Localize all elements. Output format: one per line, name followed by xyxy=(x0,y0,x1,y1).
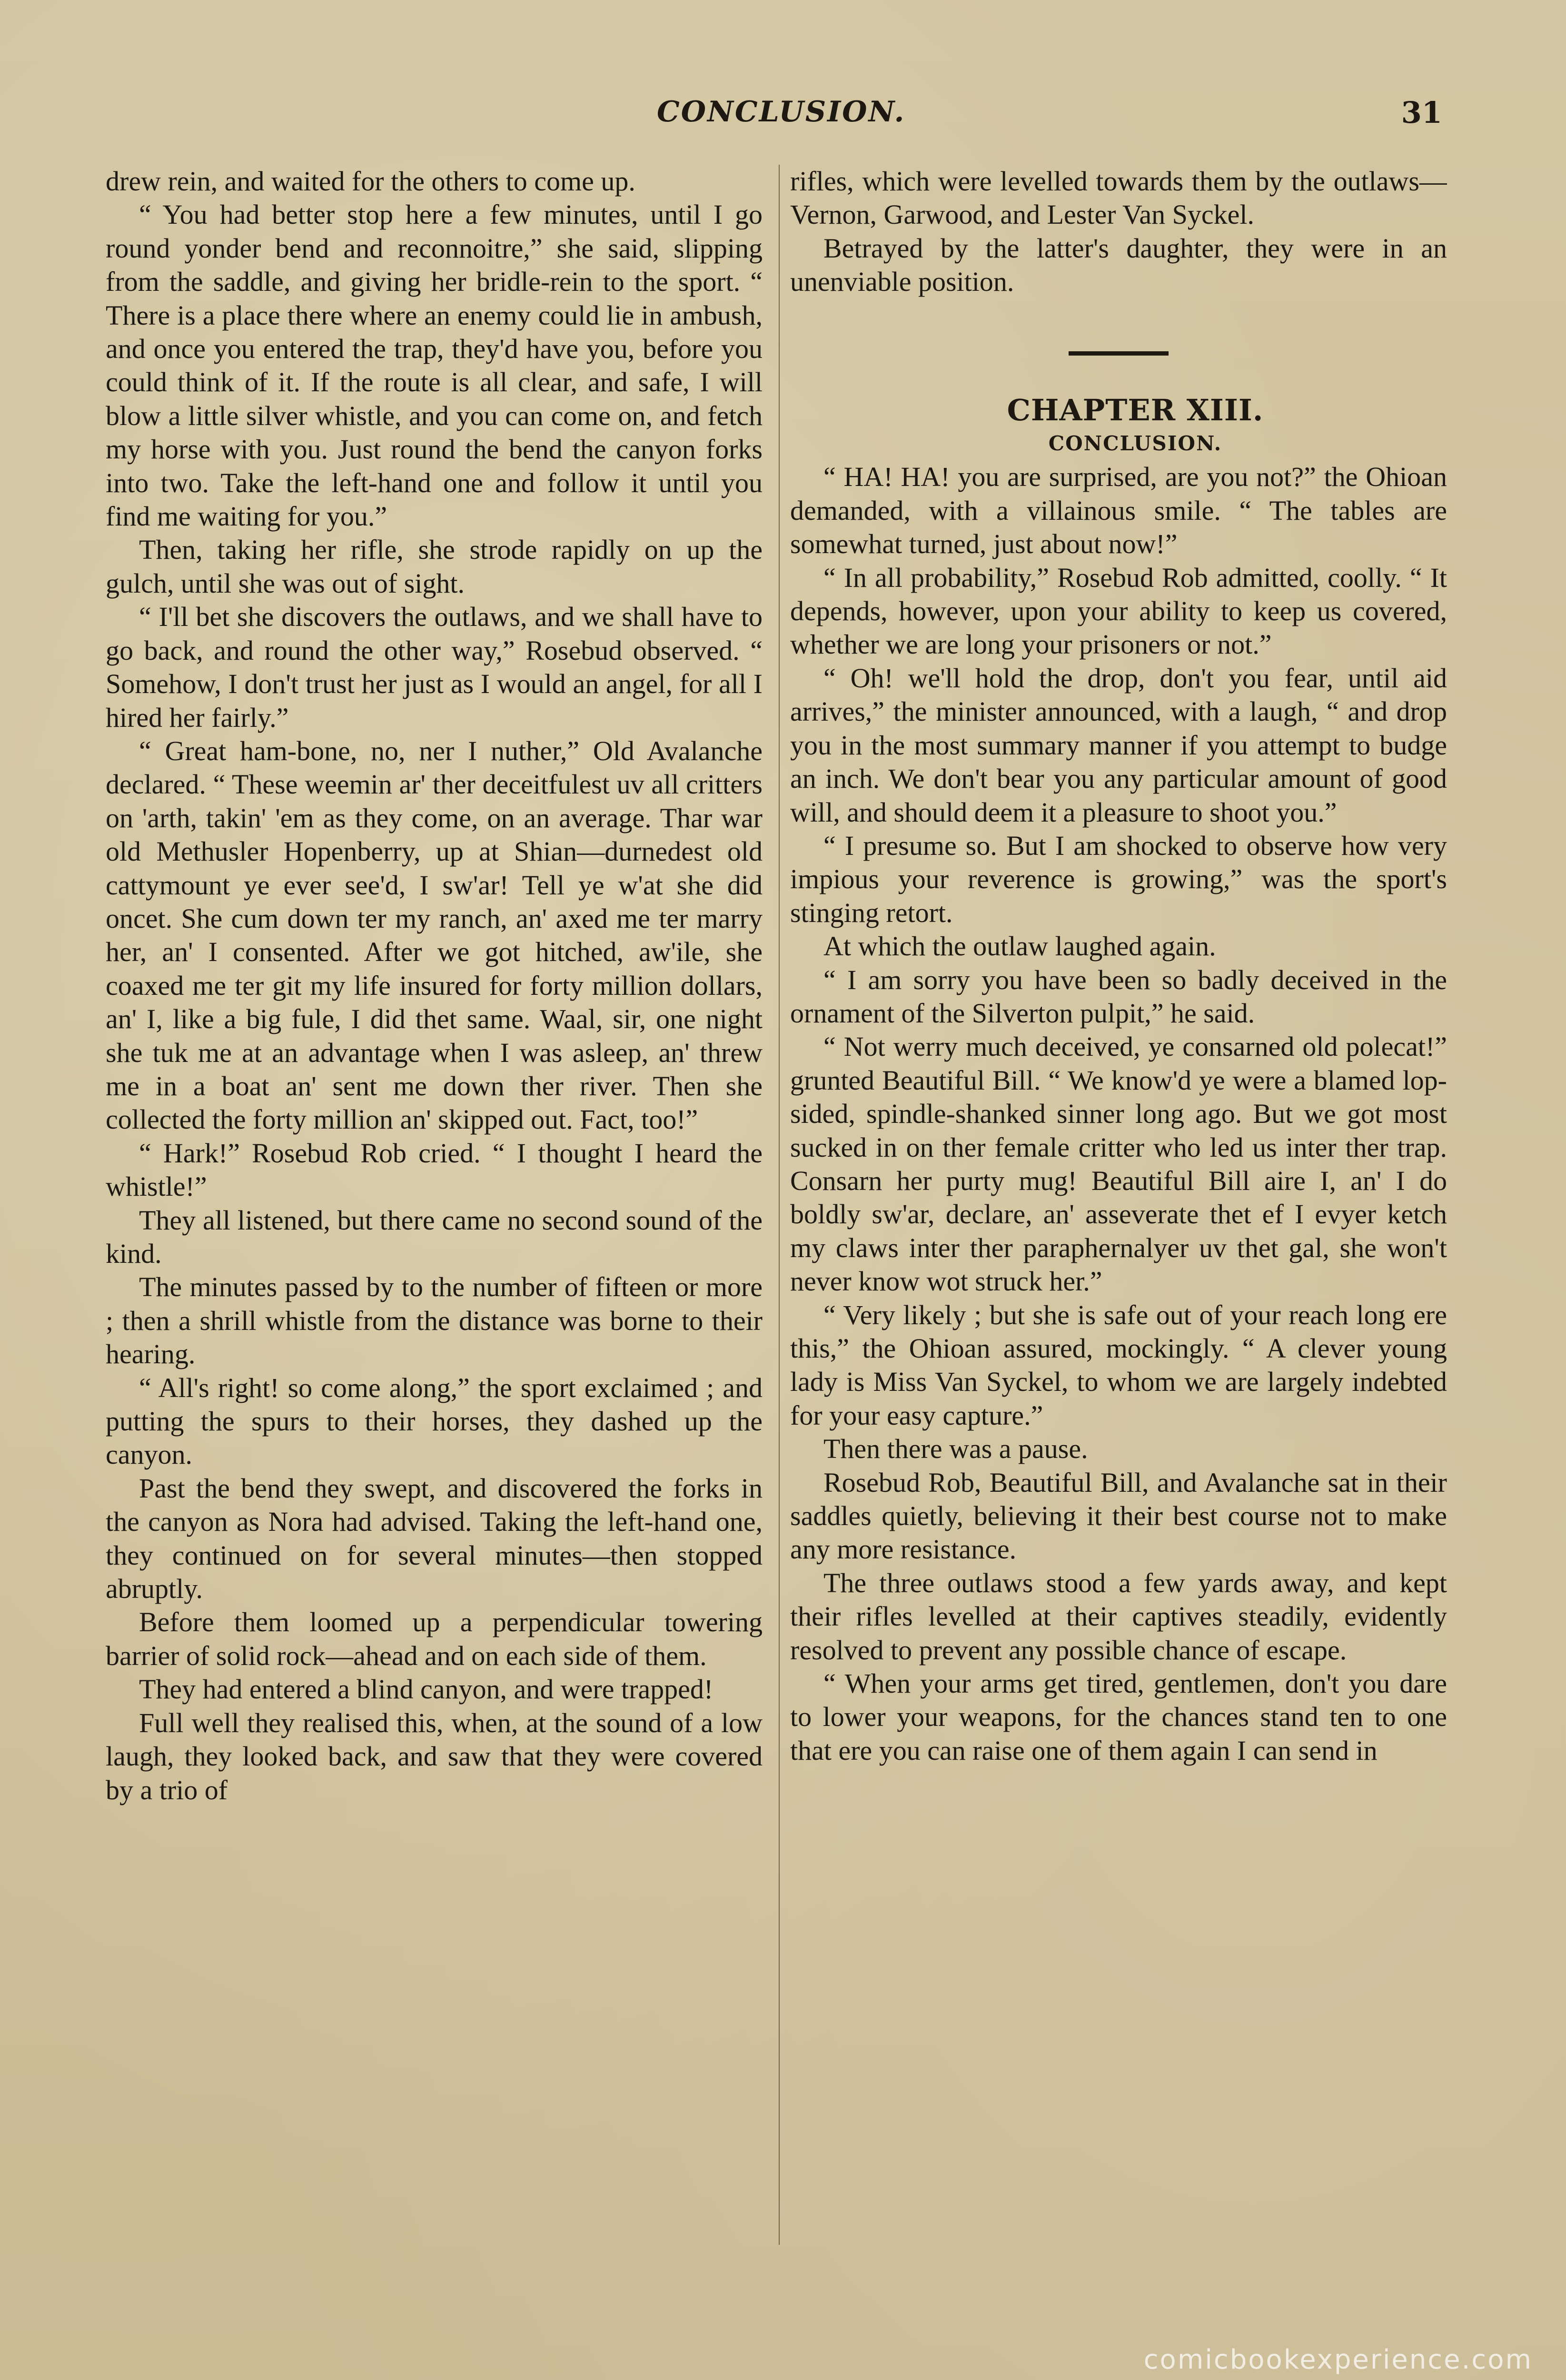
paragraph: “ Hark!” Rosebud Rob cried. “ I thought I heard the whistle!” xyxy=(106,1137,763,1202)
paragraph: Past the bend they swept, and discovered the forks in the canyon as Nora had advised. Taking the left-hand one, they continued on for several minutes—then stopped abruptly. xyxy=(106,1472,763,1605)
chapter-subtitle: CONCLUSION. xyxy=(1048,432,1222,456)
paragraph: “ Not werry much deceived, ye consarned old polecat!” grunted Beautiful Bill. “ We know'd ye were a blamed lop-sided, spindle-shanked sinner long ago. But we got most sucked in on ther female critter who led us inter ther trap. Consarn her purty mug! Beautiful Bill aire I, an' I do boldly sw'ar, declare, an' asseverate thet ef I evyer ketch my claws inter ther paraphernalyer uv thet gal, she won't never know wot struck her.” xyxy=(790,1031,1447,1297)
paragraph: At which the outlaw laughed again. xyxy=(823,931,1216,962)
paragraph: Full well they realised this, when, at the sound of a low laugh, they looked back, and saw that they were covered by a trio of xyxy=(106,1707,763,1805)
paragraph: “ In all probability,” Rosebud Rob admitted, coolly. “ It depends, however, upon your ability to keep us covered, whether we are long your prisoners or not.” xyxy=(790,562,1447,660)
paragraph: “ HA! HA! you are surprised, are you not?” the Ohioan demanded, with a villainous smile. “ The tables are somewhat turned, just about now!” xyxy=(790,461,1447,560)
paragraph: rifles, which were levelled towards them by the outlaws—Vernon, Garwood, and Lester Van Syckel. xyxy=(790,166,1447,230)
paragraph: Then there was a pause. xyxy=(823,1433,1088,1465)
paragraph: “ Oh! we'll hold the drop, don't you fear, until aid arrives,” the minister announced, with a laugh, “ and drop you in the most summary manner if you attempt to budge an inch. We don't bear you any particular amount of good will, and should deem it a pleasure to shoot you.” xyxy=(790,662,1447,828)
paragraph: Betrayed by the latter's daughter, they were in an unenviable position. xyxy=(790,232,1447,298)
paragraph: “ I'll bet she discovers the outlaws, and we shall have to go back, and round the other way,” Rosebud observed. “ Somehow, I don't trust her just as I would an angel, for all I hired her fairly.” xyxy=(106,601,763,733)
section-divider xyxy=(1069,351,1169,356)
page-number: 31 xyxy=(1401,95,1442,130)
paragraph: “ Very likely ; but she is safe out of your reach long ere this,” the Ohioan assured, mockingly. “ A clever young lady is Miss Van Syckel, to whom we are largely indebted for your easy capture.” xyxy=(790,1299,1447,1431)
paragraph: Rosebud Rob, Beautiful Bill, and Avalanche sat in their saddles quietly, believing it their best course not to make any more resistance. xyxy=(790,1467,1447,1565)
right-column xyxy=(790,165,1447,2297)
site-watermark: comicbookexperience.com xyxy=(1143,2344,1533,2375)
paragraph: “ When your arms get tired, gentlemen, don't you dare to lower your weapons, for the chances stand ten to one that ere you can raise one of them again I can send in xyxy=(790,1668,1447,1766)
paragraph: “ You had better stop here a few minutes, until I go round yonder bend and reconnoitre,” she said, slipping from the saddle, and giving her bridle-rein to the sport. “ There is a place there where an enemy could lie in ambush, and once you entered the trap, they'd have you, before you could think of it. If the route is all clear, and safe, I will blow a little silver whistle, and you can come on, and fetch my horse with you. Just round the bend the canyon forks into two. Take the left-hand one and follow it until you find me waiting for you.” xyxy=(106,199,763,532)
column-divider xyxy=(779,165,780,2245)
paragraph: The minutes passed by to the number of fifteen or more ; then a shrill whistle from the distance was borne to their hearing. xyxy=(106,1271,763,1370)
paragraph: “ I presume so. But I am shocked to observe how very impious your reverence is growing,” was the sport's stinging retort. xyxy=(790,830,1447,928)
paragraph: “ Great ham-bone, no, ner I nuther,” Old Avalanche declared. “ These weemin ar' ther deceitfulest uv all critters on 'arth, takin' 'em as they come, on an average. Thar war old Methusler Hopenberry, up at Shian—durnedest old cattymount ye ever see'd, I sw'ar! Tell ye w'at she did oncet. She cum down ter my ranch, an' axed me ter marry her, an' I consented. After we got hitched, aw'ile, she coaxed me ter git my life insured for forty million dollars, an' I, like a big fule, I did thet same. Waal, sir, one night she tuk me at an advantage when I was asleep, an' threw me in a boat an' sent me down ther river. Then she collected the forty million an' skipped out. Fact, too!” xyxy=(106,735,763,1135)
paragraph: drew rein, and waited for the others to come up. xyxy=(106,166,635,197)
paragraph: Before them loomed up a perpendicular towering barrier of solid rock—ahead and on each side of them. xyxy=(106,1606,763,1671)
paragraph: “ I am sorry you have been so badly deceived in the ornament of the Silverton pulpit,” he said. xyxy=(790,964,1447,1029)
paragraph: They all listened, but there came no second sound of the kind. xyxy=(106,1204,763,1269)
paragraph: “ All's right! so come along,” the sport exclaimed ; and putting the spurs to their horses, they dashed up the canyon. xyxy=(106,1372,763,1470)
chapter-title: CHAPTER XIII. xyxy=(1007,392,1264,427)
paragraph: Then, taking her rifle, she strode rapidly on up the gulch, until she was out of sight. xyxy=(106,534,763,599)
left-column xyxy=(106,165,763,2297)
paragraph: They had entered a blind canyon, and were trapped! xyxy=(139,1674,714,1705)
running-title: CONCLUSION. xyxy=(657,95,906,129)
paragraph: The three outlaws stood a few yards away, and kept their rifles levelled at their captives steadily, evidently resolved to prevent any possible chance of escape. xyxy=(790,1567,1447,1666)
